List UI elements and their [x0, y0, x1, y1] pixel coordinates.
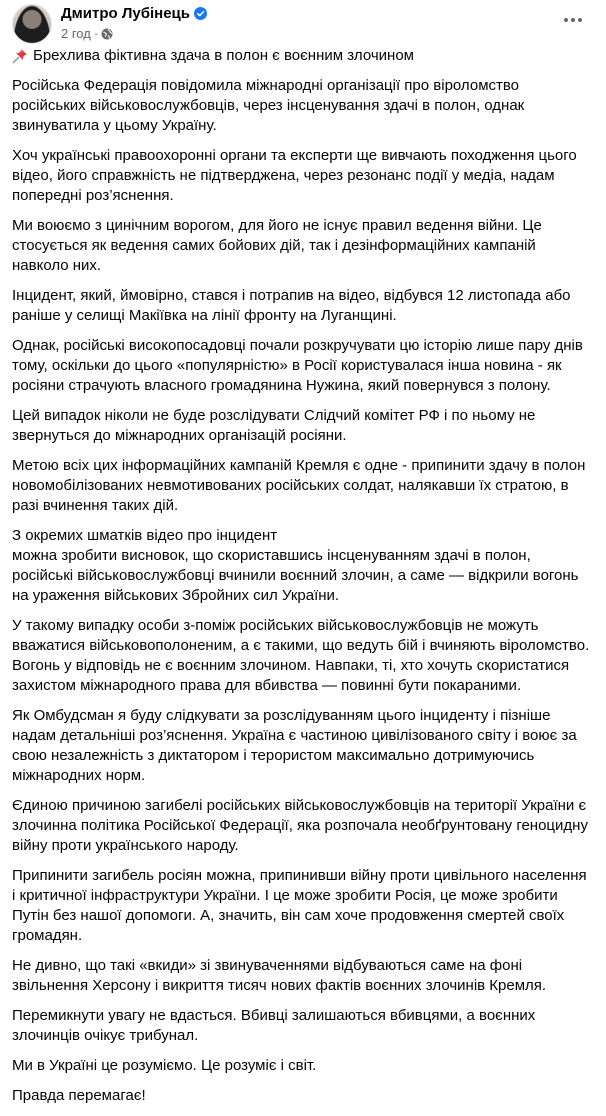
post-paragraph: Єдиною причиною загибелі російських військовослужбовців на території України є злочинна політика Російської Федерації, яка розпочала необґрунтовану геноцидну війну проти українського народу.: [12, 797, 588, 854]
post-paragraph: Ми в Україні це розуміємо. Це розуміє і світ.: [12, 1057, 317, 1074]
more-options-button[interactable]: [558, 10, 588, 30]
post-paragraph: Як Омбудсман я буду слідкувати за розслідуванням цього інциденту і пізніше надам детальніші роз’яснення. Україна є частиною цивілізованого світу і воює за свою незалежність з диктатором і терористом максимально дотримуючись міжнародних норм.: [12, 707, 577, 784]
post-title: [12, 46, 592, 66]
post-header: [12, 4, 606, 44]
post-title-text: Брехлива фіктивна здача в полон є воєнним злочином: [33, 47, 414, 64]
author-avatar[interactable]: [12, 4, 52, 44]
more-dot-icon: [564, 18, 568, 22]
more-dot-icon: [578, 18, 582, 22]
post-paragraph: Не дивно, що такі «вкиди» зі звинуваченнями відбуваються саме на фоні звільнення Херсону і викриття тисяч нових фактів воєнних злочинів Кремля.: [12, 957, 547, 994]
post-paragraph: Інцидент, який, ймовірно, стався і потрапив на відео, відбувся 12 листопада або раніше у селищі Макіївка на лінії фронту на Луганщині.: [12, 287, 571, 324]
post-paragraph: Перемикнути увагу не вдасться. Вбивці залишаються вбивцями, а воєнних злочинців очікує трибунал.: [12, 1007, 536, 1044]
post-time[interactable]: 2 год: [61, 26, 91, 41]
post-paragraph: Хоч українські правоохоронні органи та експерти ще вивчають походження цього відео, його справжність не підтверджена, через резонанс події у медіа, надам попередні роз’яснення.: [12, 147, 577, 204]
post-paragraph: З окремих шматків відео про інцидент можна зробити висновок, що скориставшись інсценуванням здачі в полон, російські військовослужбовці вчинили воєнний злочин, а саме — відкрили вогонь на ураження військових Збройних сил України.: [12, 527, 579, 604]
post-meta: [61, 26, 113, 41]
post-paragraph: Цей випадок ніколи не буде розслідувати Слідчий комітет РФ і по ньому не звернуться до міжнародних організацій росіяни.: [12, 407, 536, 444]
post-paragraph: Метою всіх цих інформаційних кампаній Кремля є одне - припинити здачу в полон новомобілізованих невмотивованих російських солдат, налякавши їх стратою, в разі вчинення таких дій.: [12, 457, 586, 514]
globe-icon[interactable]: [101, 28, 113, 40]
verified-badge-icon: [194, 7, 207, 20]
post-paragraph: Однак, російські високопосадовці почали розкручувати цю історію лише пару днів тому, оскільки до цього «популярністю» в Росії користувалася інша новина - як росіяни страчують власного громадянина Нужина, який повернувся з полону.: [12, 337, 583, 394]
post-paragraph: Припинити загибель росіян можна, припинивши війну проти цивільного населення і критичної інфраструктури України. І це може зробити Росія, це може зробити Путін без нашої допомоги. А, значить, він сам хоче продовження смертей своїх громадян.: [12, 867, 587, 944]
post-paragraph: Ми воюємо з цинічним ворогом, для його не існує правил ведення війни. Це стосується як ведення самих бойових дій, так і дезінформаційних кампаній навколо них.: [12, 217, 542, 274]
author-name[interactable]: Дмитро Лубінець: [61, 5, 190, 22]
meta-separator: ·: [93, 26, 99, 41]
post-paragraph: Російська Федерація повідомила міжнародні організації про віроломство російських військовослужбовців, через інсценування здачі в полон, однак звинуватила у цьому Україну.: [12, 77, 525, 134]
pushpin-icon: [12, 48, 28, 64]
post-paragraph: У такому випадку особи з-поміж російських військовослужбовців не можуть вважатися військовополоненим, а є такими, що ведуть бій і вчиняють віроломство. Вогонь у відповідь не є воєнним злочином. Навпаки, ті, хто хочуть скористатися захистом міжнародного права для вбивства — повинні бути покараними.: [12, 617, 590, 694]
post-paragraph: Правда перемагає!: [12, 1087, 146, 1104]
more-dot-icon: [571, 18, 575, 22]
post-paragraphs: [12, 76, 592, 1106]
post-body: [12, 46, 592, 1116]
author-name-link[interactable]: [61, 5, 207, 22]
